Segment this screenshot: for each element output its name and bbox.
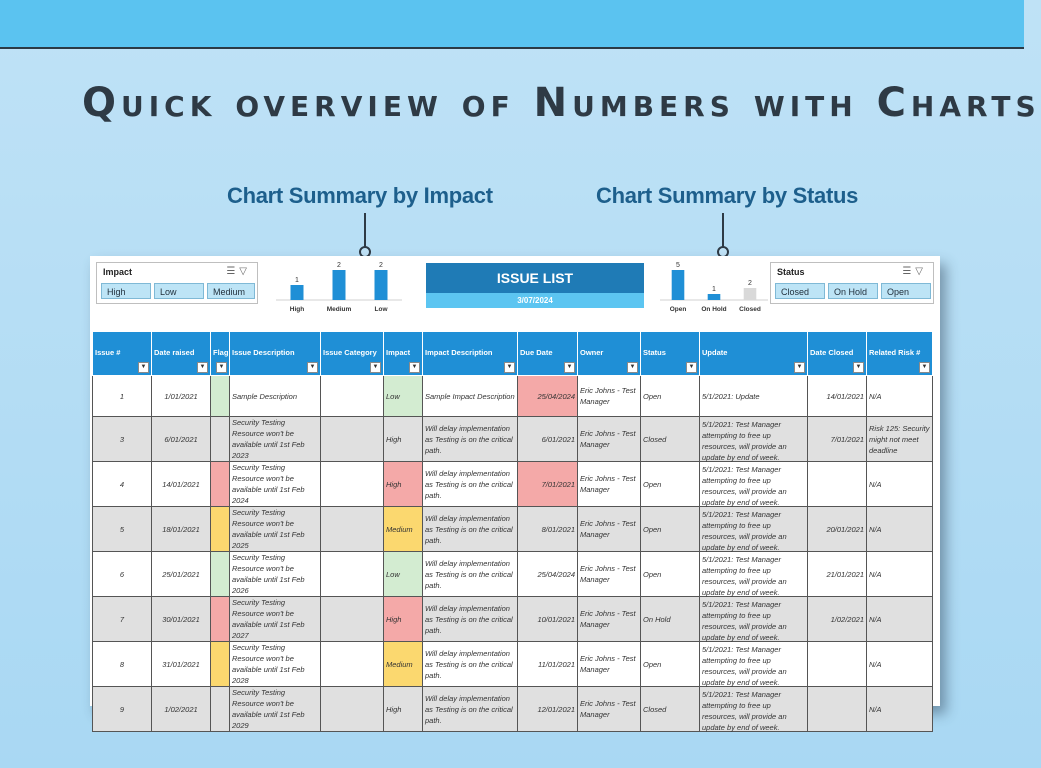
cell-text: N/A [869,524,882,534]
cell-impact[interactable] [384,417,423,462]
cell-due[interactable] [518,687,578,732]
cell-text: N/A [869,659,882,669]
cell-flag[interactable] [211,417,230,462]
cell-impact[interactable] [384,376,423,417]
slicer-clear-filter-icon[interactable]: ☰▽ [902,266,927,277]
status-chart-value-label: 5 [676,262,680,269]
cell-category[interactable] [321,417,384,462]
issue-list-date: 3/07/2024 [426,293,644,308]
table-row [93,552,933,597]
cell-update[interactable] [700,462,808,507]
cell-text: 5/1/2021: Test Manager attempting to free up resources, will provide an update by end of week. [702,600,787,642]
cell-text: Security Testing Resource won't be available until 1st Feb 2026 [232,553,305,595]
status-chart-bar[interactable] [672,270,685,300]
cell-text: Will delay implementation as Testing is on the critical path. [425,423,513,455]
filter-dropdown-icon[interactable]: ▼ [409,362,420,373]
cell-closed[interactable] [808,507,867,552]
cell-flag[interactable] [211,462,230,507]
cell-text: 31/01/2021 [162,659,200,669]
cell-text: 14/01/2021 [826,391,864,401]
cell-desc[interactable] [230,376,321,417]
cell-date-raised[interactable] [152,687,211,732]
cell-text: Low [386,391,400,401]
cell-update[interactable] [700,552,808,597]
cell-text: Eric Johns - Test Manager [580,609,636,629]
slicer-option-on-hold[interactable]: On Hold [828,283,878,299]
table-row [93,642,933,687]
cell-owner[interactable] [578,507,641,552]
cell-text: 6/01/2021 [164,434,198,444]
cell-text: 7/01/2021 [830,434,864,444]
cell-text: Will delay implementation as Testing is on the critical path. [425,603,513,635]
cell-text: Eric Johns - Test Manager [580,429,636,449]
filter-dropdown-icon[interactable]: ▼ [370,362,381,373]
cell-closed[interactable] [808,597,867,642]
cell-text: Eric Johns - Test Manager [580,474,636,494]
impact-chart-bar[interactable] [291,285,304,300]
cell-impact-desc[interactable] [423,417,518,462]
cell-text: 25/04/2024 [537,391,575,401]
cell-owner[interactable] [578,552,641,597]
impact-chart-category-label: Low [374,306,388,313]
column-header [700,332,808,376]
cell-category[interactable] [321,507,384,552]
cell-desc[interactable] [230,687,321,732]
column-header [578,332,641,376]
cell-risk[interactable] [867,597,933,642]
cell-due[interactable] [518,417,578,462]
cell-text: 8/01/2021 [541,524,575,534]
cell-impact-desc[interactable] [423,687,518,732]
cell-impact[interactable] [384,507,423,552]
cell-status[interactable] [641,687,700,732]
cell-due[interactable] [518,507,578,552]
cell-text: Eric Johns - Test Manager [580,699,636,719]
cell-closed[interactable] [808,417,867,462]
cell-text: 18/01/2021 [162,524,200,534]
issue-table [92,331,933,732]
cell-owner[interactable] [578,597,641,642]
slicer-multiselect-icon[interactable]: ☰▽ [226,266,251,277]
slicer-option-low[interactable]: Low [154,283,204,299]
cell-status[interactable] [641,462,700,507]
cell-owner[interactable] [578,417,641,462]
column-header [518,332,578,376]
table-row [93,462,933,507]
column-header [230,332,321,376]
cell-desc[interactable] [230,552,321,597]
cell-text: Sample Impact Description [425,391,515,401]
cell-text: 20/01/2021 [826,524,864,534]
cell-text: High [386,434,402,444]
cell-due[interactable] [518,597,578,642]
cell-date-raised[interactable] [152,462,211,507]
cell-date-raised[interactable] [152,376,211,417]
column-header [641,332,700,376]
cell-text: Will delay implementation as Testing is on the critical path. [425,513,513,545]
cell-impact-desc[interactable] [423,507,518,552]
cell-desc[interactable] [230,417,321,462]
filter-dropdown-icon[interactable]: ▼ [794,362,805,373]
cell-status[interactable] [641,417,700,462]
cell-risk[interactable] [867,376,933,417]
status-chart-bar[interactable] [744,288,757,300]
issue-list-title: ISSUE LIST [426,263,644,293]
cell-text: 5/1/2021: Test Manager attempting to free up resources, will provide an update by end of week. [702,555,787,597]
impact-chart-category-label: High [289,306,305,313]
filter-dropdown-icon[interactable]: ▼ [197,362,208,373]
cell-text: Security Testing Resource won't be available until 1st Feb 2027 [232,598,305,640]
cell-text: N/A [869,479,882,489]
page-headline: Quick overview of Numbers with Charts [82,80,1041,126]
cell-update[interactable] [700,642,808,687]
cell-impact[interactable] [384,642,423,687]
impact-slicer [96,262,258,304]
cell-id[interactable] [93,376,152,417]
cell-text: 1/02/2021 [830,614,864,624]
cell-text: 11/01/2021 [538,659,575,669]
filter-dropdown-icon[interactable]: ▼ [853,362,864,373]
cell-text: Security Testing Resource won't be available until 1st Feb 2024 [232,463,305,505]
cell-status[interactable] [641,552,700,597]
cell-id[interactable] [93,417,152,462]
cell-text: 8 [119,659,125,669]
cell-risk[interactable] [867,417,933,462]
cell-text: 21/01/2021 [826,569,864,579]
callout-impact: Chart Summary by Impact [227,183,493,208]
status-slicer-title: Status [777,267,805,277]
table-row [93,687,933,732]
cell-closed[interactable] [808,376,867,417]
cell-flag[interactable] [211,507,230,552]
status-chart-category-label: Open [669,306,687,313]
table-header-row [93,332,933,376]
cell-text: 6 [119,569,125,579]
cell-text: 5/1/2021: Test Manager attempting to free up resources, will provide an update by end of week. [702,645,787,687]
top-banner [0,0,1024,49]
column-header [384,332,423,376]
cell-text: 1 [119,391,125,401]
cell-text: 5/1/2021: Test Manager attempting to free up resources, will provide an update by end of week. [702,465,787,507]
column-header-label: Due Date [520,348,553,357]
column-header [423,332,518,376]
column-header-label: Issue Description [232,348,295,357]
cell-impact[interactable] [384,687,423,732]
cell-impact[interactable] [384,552,423,597]
cell-text: 7 [119,614,125,624]
cell-due[interactable] [518,462,578,507]
cell-flag[interactable] [211,687,230,732]
column-header-label: Impact [386,348,411,357]
status-chart-category-label: On Hold [701,306,727,313]
cell-text: 1/02/2021 [164,704,198,714]
cell-desc[interactable] [230,597,321,642]
callout-status: Chart Summary by Status [596,183,859,208]
cell-text: 12/01/2021 [537,704,575,714]
status-slicer [770,262,934,304]
cell-text: 25/01/2021 [162,569,200,579]
filter-dropdown-icon[interactable]: ▼ [216,362,227,373]
cell-text: Sample Description [232,391,298,401]
status-chart-category-label: Closed [739,306,761,313]
cell-date-raised[interactable] [152,507,211,552]
cell-flag[interactable] [211,642,230,687]
cell-text: 9 [119,704,125,714]
cell-text: On Hold [643,614,671,624]
cell-text: Security Testing Resource won't be available until 1st Feb 2023 [232,418,305,460]
cell-text: Medium [386,659,413,669]
cell-risk[interactable] [867,552,933,597]
cell-text: Medium [386,524,413,534]
cell-update[interactable] [700,417,808,462]
table-row [93,507,933,552]
cell-text: 5/1/2021: Test Manager attempting to free up resources, will provide an update by end of week. [702,690,787,732]
cell-closed[interactable] [808,552,867,597]
cell-text: Will delay implementation as Testing is on the critical path. [425,468,513,500]
cell-text: Will delay implementation as Testing is on the critical path. [425,648,513,680]
column-header-label: Related Risk # [869,348,921,357]
column-header [867,332,933,376]
cell-text: N/A [869,391,882,401]
status-chart-value-label: 2 [748,280,752,287]
cell-category[interactable] [321,687,384,732]
cell-text: Security Testing Resource won't be available until 1st Feb 2025 [232,508,305,550]
cell-id[interactable] [93,507,152,552]
filter-dropdown-icon[interactable]: ▼ [138,362,149,373]
cell-impact-desc[interactable] [423,376,518,417]
cell-text: High [386,479,402,489]
cell-impact[interactable] [384,462,423,507]
cell-text: Closed [643,434,667,444]
cell-status[interactable] [641,376,700,417]
cell-owner[interactable] [578,687,641,732]
cell-date-raised[interactable] [152,417,211,462]
cell-text: Closed [643,704,667,714]
cell-text: Risk 125: Security might not meet deadline [869,423,930,455]
column-header-label: Flag [213,348,229,357]
cell-category[interactable] [321,552,384,597]
cell-update[interactable] [700,507,808,552]
cell-risk[interactable] [867,507,933,552]
cell-text: 3 [119,434,125,444]
filter-dropdown-icon[interactable]: ▼ [307,362,318,373]
cell-text: Open [643,659,662,669]
cell-date-raised[interactable] [152,552,211,597]
cell-text: Eric Johns - Test Manager [580,386,636,406]
cell-text: 6/01/2021 [541,434,575,444]
cell-text: Will delay implementation as Testing is on the critical path. [425,693,513,725]
cell-text: Open [643,524,662,534]
column-header-label: Impact Description [425,348,493,357]
status-bar-chart [660,256,768,316]
impact-chart-bar[interactable] [333,270,346,300]
column-header-label: Date Closed [810,348,854,357]
cell-id[interactable] [93,462,152,507]
cell-impact-desc[interactable] [423,597,518,642]
cell-category[interactable] [321,376,384,417]
cell-desc[interactable] [230,462,321,507]
impact-slicer-title: Impact [103,267,133,277]
cell-risk[interactable] [867,462,933,507]
cell-text: Open [643,479,662,489]
impact-chart-value-label: 2 [337,262,341,269]
cell-text: Eric Johns - Test Manager [580,564,636,584]
cell-update[interactable] [700,597,808,642]
cell-impact-desc[interactable] [423,462,518,507]
cell-owner[interactable] [578,462,641,507]
spreadsheet [90,256,940,732]
cell-risk[interactable] [867,642,933,687]
cell-id[interactable] [93,687,152,732]
cell-text: High [386,614,402,624]
filter-dropdown-icon[interactable]: ▼ [686,362,697,373]
cell-owner[interactable] [578,376,641,417]
cell-status[interactable] [641,642,700,687]
cell-text: 5/1/2021: Test Manager attempting to free up resources, will provide an update by end of week. [702,420,787,462]
cell-closed[interactable] [808,642,867,687]
cell-category[interactable] [321,642,384,687]
table-body [93,376,933,732]
cell-flag[interactable] [211,376,230,417]
cell-text: N/A [869,569,882,579]
column-header-label: Issue Category [323,348,377,357]
cell-text: 7/01/2021 [541,479,575,489]
cell-text: Eric Johns - Test Manager [580,519,636,539]
impact-chart [276,256,402,316]
cell-text: Open [643,569,662,579]
cell-text: Low [386,569,400,579]
cell-status[interactable] [641,597,700,642]
filter-dropdown-icon[interactable]: ▼ [919,362,930,373]
impact-chart-bar[interactable] [375,270,388,300]
impact-chart-value-label: 1 [295,277,299,284]
status-chart-value-label: 1 [712,286,716,293]
impact-chart-value-label: 2 [379,262,383,269]
cell-text: Open [643,391,662,401]
slicer-option-open[interactable]: Open [881,283,931,299]
cell-text: 25/04/2024 [537,569,575,579]
column-header-label: Date raised [154,348,195,357]
cell-risk[interactable] [867,687,933,732]
column-header [93,332,152,376]
cell-desc[interactable] [230,642,321,687]
cell-closed[interactable] [808,462,867,507]
slicer-option-medium[interactable]: Medium [207,283,255,299]
cell-text: 30/01/2021 [162,614,200,624]
callout-impact-line [364,213,366,249]
cell-date-raised[interactable] [152,597,211,642]
cell-text: High [386,704,402,714]
callout-status-line [722,213,724,249]
cell-impact-desc[interactable] [423,552,518,597]
status-chart-bar[interactable] [708,294,721,300]
slicer-option-closed[interactable]: Closed [775,283,825,299]
cell-date-raised[interactable] [152,642,211,687]
slicer-option-high[interactable]: High [101,283,151,299]
cell-text: Eric Johns - Test Manager [580,654,636,674]
issue-list-header [426,263,644,309]
filter-dropdown-icon[interactable]: ▼ [564,362,575,373]
impact-bar-chart [276,256,402,316]
column-header [152,332,211,376]
filter-dropdown-icon[interactable]: ▼ [504,362,515,373]
column-header-label: Issue # [95,348,121,357]
cell-text: 14/01/2021 [162,479,200,489]
cell-closed[interactable] [808,687,867,732]
cell-text: 5/1/2021: Test Manager attempting to free up resources, will provide an update by end of week. [702,510,787,552]
cell-status[interactable] [641,507,700,552]
cell-due[interactable] [518,552,578,597]
cell-text: 4 [119,479,125,489]
cell-update[interactable] [700,376,808,417]
cell-id[interactable] [93,552,152,597]
cell-text: N/A [869,704,882,714]
cell-id[interactable] [93,597,152,642]
table-row [93,597,933,642]
cell-update[interactable] [700,687,808,732]
table-row [93,417,933,462]
cell-text: Security Testing Resource won't be available until 1st Feb 2028 [232,643,305,685]
cell-category[interactable] [321,597,384,642]
cell-impact-desc[interactable] [423,642,518,687]
column-header-label: Status [643,348,666,357]
cell-due[interactable] [518,376,578,417]
cell-flag[interactable] [211,597,230,642]
cell-text: 5/1/2021: Update [702,391,760,401]
cell-desc[interactable] [230,507,321,552]
column-header [321,332,384,376]
cell-text: 1/01/2021 [164,391,198,401]
cell-due[interactable] [518,642,578,687]
cell-text: 5 [119,524,125,534]
cell-text: Will delay implementation as Testing is on the critical path. [425,558,513,590]
cell-text: 10/01/2021 [537,614,575,624]
cell-category[interactable] [321,462,384,507]
cell-impact[interactable] [384,597,423,642]
table-row [93,376,933,417]
cell-id[interactable] [93,642,152,687]
column-header-label: Owner [580,348,604,357]
cell-text: N/A [869,614,882,624]
column-header-label: Update [702,348,728,357]
status-chart [660,256,768,316]
column-header [808,332,867,376]
cell-owner[interactable] [578,642,641,687]
filter-dropdown-icon[interactable]: ▼ [627,362,638,373]
column-header [211,332,230,376]
cell-flag[interactable] [211,552,230,597]
impact-chart-category-label: Medium [326,306,352,313]
cell-text: Security Testing Resource won't be available until 1st Feb 2029 [232,688,305,730]
